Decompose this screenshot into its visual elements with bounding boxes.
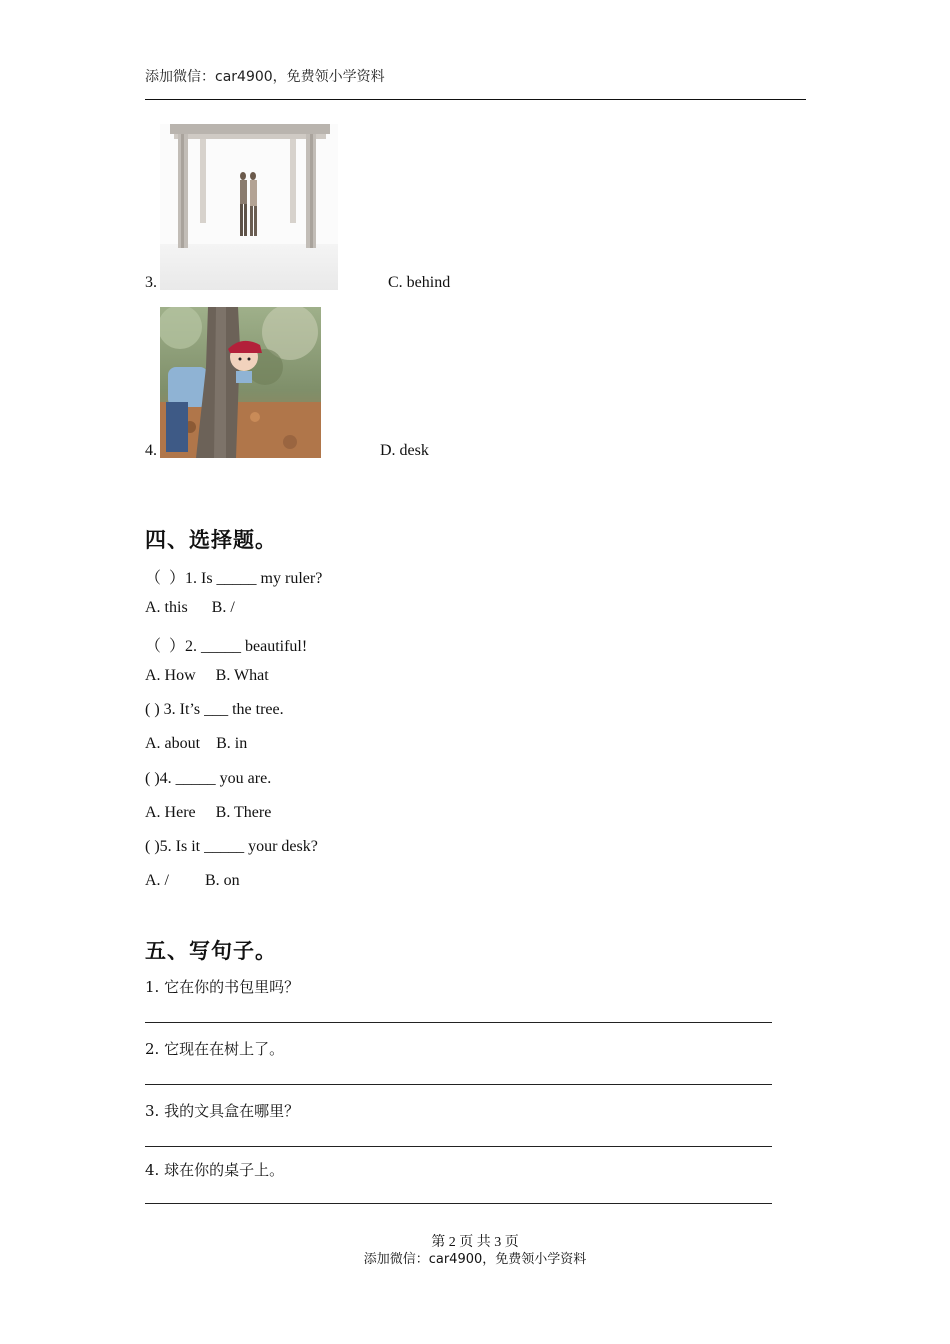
sentence-prompt: 4. 球在你的桌子上。 (145, 1161, 285, 1179)
section-title: 四、选择题。 (145, 528, 277, 552)
question-options: A. How B. What (145, 667, 269, 684)
answer-line[interactable] (145, 1084, 772, 1085)
page-number: 第 2 页 共 3 页 (431, 1235, 519, 1250)
option-behind: C. behind (388, 274, 451, 291)
section-title: 五、写句子。 (145, 939, 277, 963)
answer-line[interactable] (145, 1022, 772, 1023)
sentence-prompt: 2. 它现在在树上了。 (145, 1040, 285, 1058)
question-text: （ ）2. _____ beautiful! (145, 638, 308, 655)
under-table-image (160, 124, 338, 290)
option-desk: D. desk (380, 442, 429, 459)
sentence-prompt: 3. 我的文具盒在哪里？ (145, 1102, 300, 1120)
header-text: 添加微信：car4900，免费领小学资料 (145, 69, 385, 85)
footer-text: 添加微信：car4900，免费领小学资料 (363, 1252, 587, 1267)
sentence-prompt: 1. 它在你的书包里吗？ (145, 978, 300, 996)
question-options: A. Here B. There (145, 804, 272, 821)
question-options: A. this B. / (145, 599, 235, 616)
child-behind-tree-image (160, 307, 321, 458)
question-options: A. / B. on (145, 872, 240, 889)
header-divider (145, 99, 806, 100)
question-text: （ ）1. Is _____ my ruler? (145, 570, 323, 587)
question-text: ( ) 3. It’s ___ the tree. (145, 701, 284, 718)
question-text: ( )5. Is it _____ your desk? (145, 838, 318, 855)
question-text: ( )4. _____ you are. (145, 770, 272, 787)
item-number: 3. (145, 274, 157, 291)
question-options: A. about B. in (145, 735, 248, 752)
item-number: 4. (145, 442, 157, 459)
answer-line[interactable] (145, 1146, 772, 1147)
answer-line[interactable] (145, 1203, 772, 1204)
